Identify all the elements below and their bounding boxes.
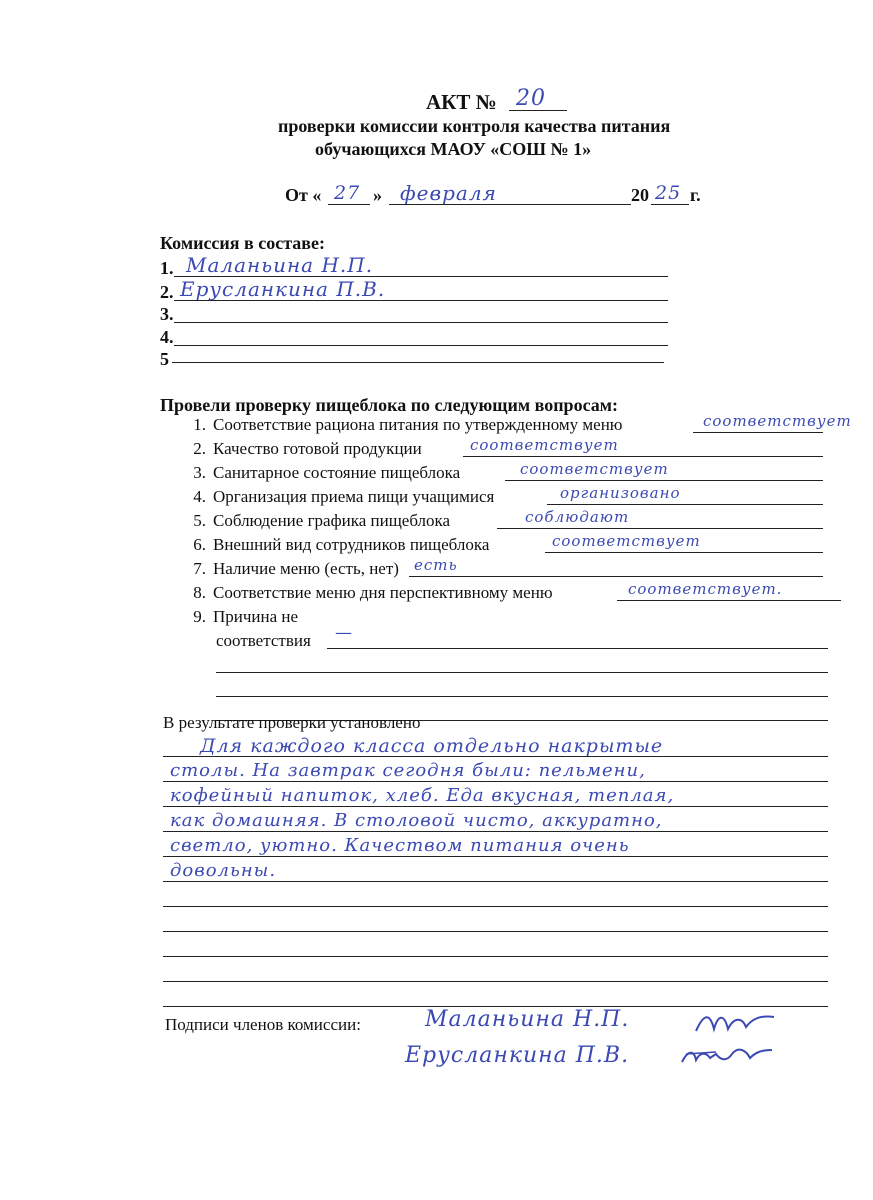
item-label: Организация приема пищи учащимися [213,487,495,506]
member-num: 2. [160,282,174,302]
item-num: 9. [193,607,206,626]
date-day-underline [328,204,370,205]
item-answer: соответствует. [628,580,783,598]
inspection-item [178,559,399,579]
result-line [163,881,828,882]
result-text-line: довольны. [170,860,277,881]
item-num: 8. [193,583,206,602]
signature-mark [676,1040,776,1074]
item-answer: соответствует [470,436,619,454]
result-line [163,781,828,782]
year-unit: г. [690,185,701,205]
member-num: 1. [160,258,174,278]
inspection-item [178,511,450,531]
item-num: 1. [193,415,206,434]
item-answer: есть [414,556,458,574]
date-from-label: От « [285,185,322,205]
item-num: 5. [193,511,206,530]
inspection-item [178,583,553,603]
signature-mark [690,1005,780,1041]
item-answer: организовано [560,484,681,502]
result-line [163,931,828,932]
item-answer-line [617,600,841,601]
result-line [163,956,828,957]
inspection-item [178,535,489,555]
item-answer: соответствует [703,412,852,430]
item-num: 3. [193,463,206,482]
item-answer-line [409,576,823,577]
act-number: 20 [516,86,546,111]
item-label: Соответствие рациона питания по утвержденному меню [213,415,623,434]
member-line [174,322,668,323]
inspection-item-9 [178,607,298,627]
act-title-prefix: АКТ № [426,90,497,114]
item-label: Качество готовой продукции [213,439,422,458]
result-line [163,856,828,857]
result-line [163,806,828,807]
member-name: Маланьина Н.П. [186,253,374,277]
item-answer: соответствует [552,532,701,550]
inspection-item [178,487,494,507]
item-label: Наличие меню (есть, нет) [213,559,399,578]
member-name: Ерусланкина П.В. [180,277,386,301]
date-quote-close: » [373,185,382,205]
item-answer-line [505,480,823,481]
date-day: 27 [334,182,361,204]
member-line [174,345,668,346]
item9-label-line2: соответствия [216,631,311,650]
inspection-item [178,463,460,483]
result-line [163,831,828,832]
signer-name: Маланьина Н.П. [425,1007,630,1032]
item-answer-line [693,432,823,433]
result-text-line: кофейный напиток, хлеб. Еда вкусная, теплая, [170,785,675,806]
blank-line [216,672,828,673]
result-line [163,906,828,907]
item-label: Внешний вид сотрудников пищеблока [213,535,490,554]
item-answer-line [497,528,823,529]
result-line [163,981,828,982]
inspection-item [178,415,623,435]
date-month: февраля [400,181,497,205]
item-num: 2. [193,439,206,458]
item-num: 7. [193,559,206,578]
item-label: Причина не [213,607,299,626]
item-answer-line [545,552,823,553]
inspection-heading: Провели проверку пищеблока по следующим вопросам: [160,395,619,415]
year-underline [651,204,689,205]
item-label: Соблюдение графика пищеблока [213,511,451,530]
inspection-item [178,439,422,459]
result-heading: В результате проверки установлено [163,713,421,732]
year-suffix: 25 [655,182,682,204]
item-answer-line [547,504,823,505]
member-num: 3. [160,304,174,324]
commission-heading: Комиссия в составе: [160,233,325,253]
item-label: Санитарное состояние пищеблока [213,463,461,482]
signatures-heading: Подписи членов комиссии: [165,1015,361,1034]
item-num: 4. [193,487,206,506]
item-answer: соблюдают [525,508,630,526]
item-answer-line [463,456,823,457]
item-answer: соответствует [520,460,669,478]
act-title [426,90,497,115]
blank-line [216,696,828,697]
result-text-line: как домашняя. В столовой чисто, аккуратно, [170,810,663,831]
year-prefix: 20 [631,185,649,205]
item-answer: — [335,623,353,643]
act-subtitle-line2: обучающихся МАОУ «СОШ № 1» [315,139,592,159]
item-num: 6. [193,535,206,554]
act-subtitle-line1: проверки комиссии контроля качества питания [278,116,671,136]
item-label: Соответствие меню дня перспективному меню [213,583,553,602]
item-answer-line [327,648,828,649]
result-text-line: Для каждого класса отдельно накрытые [200,735,664,757]
result-text-line: столы. На завтрак сегодня были: пельмени, [170,760,646,781]
member-num: 4. [160,327,174,347]
member-line [172,362,664,363]
result-text-line: светло, уютно. Качеством питания очень [170,835,630,856]
member-num: 5 [160,349,169,369]
signer-name: Ерусланкина П.В. [405,1043,630,1068]
